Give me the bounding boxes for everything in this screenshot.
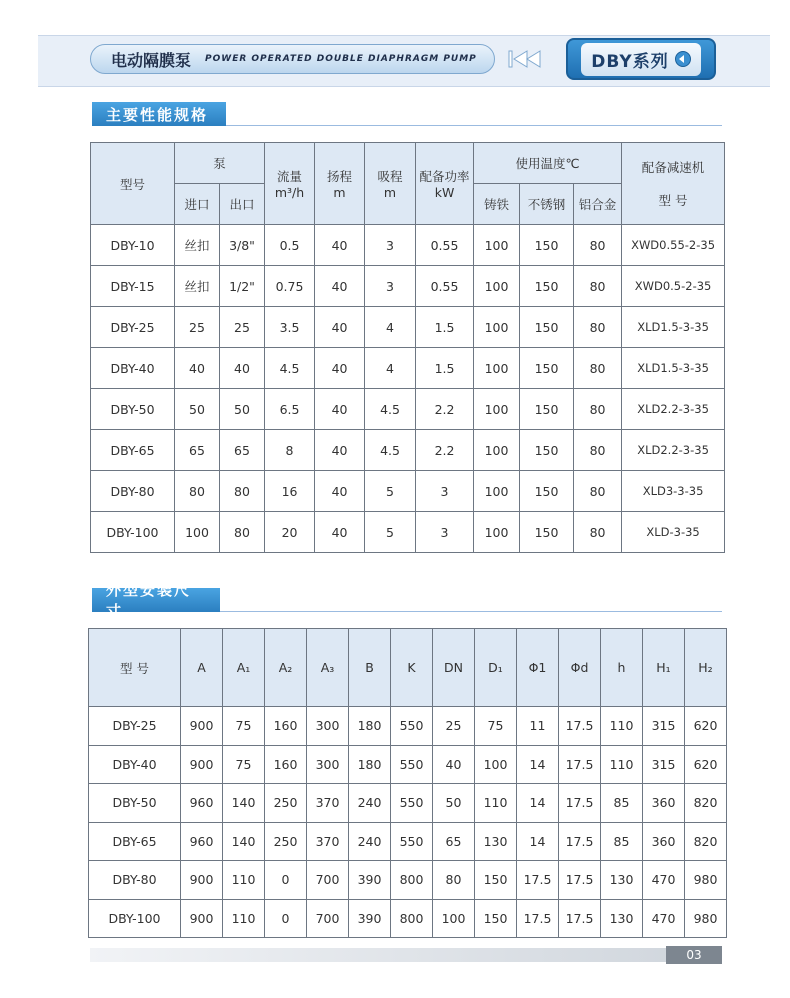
header-dimension: Φ1	[517, 629, 559, 707]
table-cell: 3	[416, 512, 474, 553]
header-dimension: Φd	[559, 629, 601, 707]
specs-table	[90, 142, 725, 553]
table-cell: 470	[643, 899, 685, 938]
table-cell: 40	[315, 307, 365, 348]
table-row	[89, 822, 727, 861]
table-cell: 50	[220, 389, 265, 430]
table-cell: 130	[475, 822, 517, 861]
table-cell: 40	[433, 745, 475, 784]
table-cell: 0.5	[265, 225, 315, 266]
section-divider	[220, 611, 722, 612]
table-cell: 80	[574, 430, 622, 471]
table-cell: 390	[349, 861, 391, 900]
table-cell: 80	[220, 471, 265, 512]
header-power: 配备功率 kW	[416, 143, 474, 225]
title-en: POWER OPERATED DOUBLE DIAPHRAGM PUMP	[205, 54, 477, 64]
table-cell: 17.5	[517, 861, 559, 900]
header-head: 扬程 m	[315, 143, 365, 225]
table-cell: 550	[391, 707, 433, 746]
model-cell: DBY-40	[89, 745, 181, 784]
header-dimension: DN	[433, 629, 475, 707]
table-cell: 315	[643, 707, 685, 746]
model-cell: DBY-40	[91, 348, 175, 389]
table-cell: 100	[474, 307, 520, 348]
table-cell: 100	[475, 745, 517, 784]
table-cell: 1.5	[416, 348, 474, 389]
page-number: 03	[666, 946, 722, 964]
table-cell: 75	[475, 707, 517, 746]
table-row	[91, 266, 725, 307]
header-stainless: 不锈钢	[520, 184, 574, 225]
table-cell: XLD3-3-35	[622, 471, 725, 512]
header-temp: 使用温度℃	[474, 143, 622, 184]
table-cell: 25	[220, 307, 265, 348]
table-cell: 100	[474, 225, 520, 266]
table-cell: 130	[601, 899, 643, 938]
table-cell: 800	[391, 899, 433, 938]
table-cell: 14	[517, 745, 559, 784]
table-cell: 160	[265, 707, 307, 746]
table-cell: XLD2.2-3-35	[622, 389, 725, 430]
table-cell: 150	[520, 266, 574, 307]
header-dimension: A₁	[223, 629, 265, 707]
table-cell: 150	[520, 430, 574, 471]
header-model: 型 号	[89, 629, 181, 707]
table-cell: 110	[223, 899, 265, 938]
table-cell: 150	[520, 348, 574, 389]
table-cell: 4.5	[365, 430, 416, 471]
header-dimension: K	[391, 629, 433, 707]
table-cell: 85	[601, 784, 643, 823]
series-label: DBY系列	[591, 51, 669, 72]
table-cell: 550	[391, 822, 433, 861]
table-cell: 80	[574, 471, 622, 512]
table-cell: 80	[574, 225, 622, 266]
title-cn: 电动隔膜泵	[111, 50, 192, 70]
table-cell: 620	[685, 707, 727, 746]
table-cell: 150	[520, 389, 574, 430]
table-row	[91, 430, 725, 471]
section-title-specs: 主要性能规格	[92, 102, 226, 126]
table-cell: 4	[365, 307, 416, 348]
table-cell: 40	[315, 471, 365, 512]
rewind-icon[interactable]	[505, 44, 545, 74]
table-row	[91, 348, 725, 389]
table-cell: 1/2"	[220, 266, 265, 307]
table-cell: 11	[517, 707, 559, 746]
table-row	[89, 784, 727, 823]
table-cell: 470	[643, 861, 685, 900]
table-cell: 550	[391, 784, 433, 823]
table-cell: 50	[175, 389, 220, 430]
table-cell: 80	[175, 471, 220, 512]
table-cell: XWD0.5-2-35	[622, 266, 725, 307]
table-cell: 4.5	[265, 348, 315, 389]
table-cell: 3	[416, 471, 474, 512]
table-cell: 960	[181, 784, 223, 823]
table-cell: 5	[365, 471, 416, 512]
table-row	[89, 707, 727, 746]
table-cell: XLD2.2-3-35	[622, 430, 725, 471]
table-cell: 900	[181, 861, 223, 900]
model-cell: DBY-65	[91, 430, 175, 471]
header-dimension: A₃	[307, 629, 349, 707]
table-cell: 40	[315, 430, 365, 471]
table-cell: 80	[574, 307, 622, 348]
table-cell: 0.55	[416, 225, 474, 266]
model-cell: DBY-50	[91, 389, 175, 430]
section-title-dimensions: 外型安装尺寸	[92, 588, 220, 612]
table-row	[89, 745, 727, 784]
model-cell: DBY-100	[91, 512, 175, 553]
table-cell: 300	[307, 707, 349, 746]
table-cell: 2.2	[416, 389, 474, 430]
model-cell: DBY-80	[91, 471, 175, 512]
header-inlet: 进口	[175, 184, 220, 225]
table-cell: 110	[601, 745, 643, 784]
table-cell: 75	[223, 745, 265, 784]
table-cell: 240	[349, 784, 391, 823]
header-dimension: H₁	[643, 629, 685, 707]
table-cell: 800	[391, 861, 433, 900]
table-cell: 150	[475, 899, 517, 938]
table-cell: 150	[520, 471, 574, 512]
table-cell: 620	[685, 745, 727, 784]
table-row	[91, 225, 725, 266]
header-dimension: h	[601, 629, 643, 707]
model-cell: DBY-25	[91, 307, 175, 348]
table-cell: 140	[223, 784, 265, 823]
table-cell: 3.5	[265, 307, 315, 348]
table-cell: 140	[223, 822, 265, 861]
table-row	[89, 899, 727, 938]
table-cell: 65	[433, 822, 475, 861]
table-cell: 80	[574, 389, 622, 430]
table-cell: 丝扣	[175, 266, 220, 307]
header-suction: 吸程 m	[365, 143, 416, 225]
footer-band	[90, 948, 722, 962]
model-cell: DBY-65	[89, 822, 181, 861]
model-cell: DBY-80	[89, 861, 181, 900]
table-cell: 180	[349, 745, 391, 784]
model-cell: DBY-10	[91, 225, 175, 266]
header-outlet: 出口	[220, 184, 265, 225]
table-cell: 0.75	[265, 266, 315, 307]
table-cell: 20	[265, 512, 315, 553]
table-cell: 160	[265, 745, 307, 784]
table-cell: 250	[265, 822, 307, 861]
table-cell: 130	[601, 861, 643, 900]
table-row	[91, 471, 725, 512]
header-dimension: A	[181, 629, 223, 707]
table-cell: 0	[265, 899, 307, 938]
table-cell: 0.55	[416, 266, 474, 307]
table-cell: 16	[265, 471, 315, 512]
table-cell: 65	[175, 430, 220, 471]
table-cell: 960	[181, 822, 223, 861]
table-cell: 360	[643, 784, 685, 823]
table-cell: 700	[307, 861, 349, 900]
table-cell: 80	[220, 512, 265, 553]
table-cell: 17.5	[559, 707, 601, 746]
table-cell: 0	[265, 861, 307, 900]
header-aluminum: 铝合金	[574, 184, 622, 225]
model-cell: DBY-50	[89, 784, 181, 823]
table-cell: 980	[685, 899, 727, 938]
table-cell: 900	[181, 707, 223, 746]
table-cell: 80	[574, 348, 622, 389]
table-cell: XWD0.55-2-35	[622, 225, 725, 266]
table-cell: 2.2	[416, 430, 474, 471]
table-row	[91, 512, 725, 553]
table-cell: 550	[391, 745, 433, 784]
table-cell: 17.5	[559, 784, 601, 823]
table-cell: 100	[474, 430, 520, 471]
table-cell: 80	[574, 266, 622, 307]
header-model: 型号	[91, 143, 175, 225]
table-cell: 820	[685, 822, 727, 861]
header-dimension: A₂	[265, 629, 307, 707]
table-cell: XLD1.5-3-35	[622, 348, 725, 389]
table-cell: 6.5	[265, 389, 315, 430]
table-cell: 100	[474, 348, 520, 389]
table-cell: 100	[474, 512, 520, 553]
header-dimension: H₂	[685, 629, 727, 707]
table-cell: 40	[315, 225, 365, 266]
table-cell: XLD-3-35	[622, 512, 725, 553]
series-badge	[566, 38, 716, 80]
table-cell: 25	[433, 707, 475, 746]
table-cell: 40	[175, 348, 220, 389]
table-cell: 17.5	[559, 745, 601, 784]
table-cell: 17.5	[559, 899, 601, 938]
table-cell: 40	[315, 389, 365, 430]
table-cell: 40	[315, 512, 365, 553]
table-cell: 4	[365, 348, 416, 389]
table-cell: 360	[643, 822, 685, 861]
table-cell: 150	[520, 225, 574, 266]
table-cell: 丝扣	[175, 225, 220, 266]
table-cell: 5	[365, 512, 416, 553]
table-cell: 100	[175, 512, 220, 553]
table-cell: 85	[601, 822, 643, 861]
table-cell: 14	[517, 822, 559, 861]
table-cell: 3/8"	[220, 225, 265, 266]
table-cell: 75	[223, 707, 265, 746]
table-row	[89, 861, 727, 900]
table-cell: 80	[433, 861, 475, 900]
table-cell: 900	[181, 899, 223, 938]
header-reducer: 配备减速机 型 号	[622, 143, 725, 225]
header-dimension: D₁	[475, 629, 517, 707]
table-cell: 300	[307, 745, 349, 784]
table-cell: 700	[307, 899, 349, 938]
table-cell: 100	[433, 899, 475, 938]
table-cell: 17.5	[559, 861, 601, 900]
table-cell: 40	[220, 348, 265, 389]
table-cell: 80	[574, 512, 622, 553]
table-row	[91, 307, 725, 348]
dimensions-table	[88, 628, 727, 938]
table-cell: 980	[685, 861, 727, 900]
header-cast-iron: 铸铁	[474, 184, 520, 225]
table-cell: 1.5	[416, 307, 474, 348]
table-cell: 100	[474, 389, 520, 430]
model-cell: DBY-25	[89, 707, 181, 746]
table-cell: 240	[349, 822, 391, 861]
model-cell: DBY-100	[89, 899, 181, 938]
table-cell: 65	[220, 430, 265, 471]
table-row	[91, 389, 725, 430]
table-cell: 150	[520, 307, 574, 348]
table-cell: 390	[349, 899, 391, 938]
table-cell: 17.5	[517, 899, 559, 938]
title-banner	[90, 44, 495, 74]
header-flow: 流量 m³/h	[265, 143, 315, 225]
header-dimension: B	[349, 629, 391, 707]
table-cell: 250	[265, 784, 307, 823]
table-cell: 820	[685, 784, 727, 823]
table-cell: XLD1.5-3-35	[622, 307, 725, 348]
table-cell: 110	[601, 707, 643, 746]
table-cell: 110	[475, 784, 517, 823]
table-cell: 150	[520, 512, 574, 553]
table-cell: 3	[365, 225, 416, 266]
header-pump: 泵	[175, 143, 265, 184]
table-cell: 17.5	[559, 822, 601, 861]
table-cell: 110	[223, 861, 265, 900]
table-cell: 315	[643, 745, 685, 784]
table-cell: 25	[175, 307, 220, 348]
table-cell: 8	[265, 430, 315, 471]
table-cell: 150	[475, 861, 517, 900]
model-cell: DBY-15	[91, 266, 175, 307]
table-cell: 40	[315, 348, 365, 389]
section-divider	[226, 125, 722, 126]
table-cell: 100	[474, 266, 520, 307]
table-cell: 50	[433, 784, 475, 823]
table-cell: 3	[365, 266, 416, 307]
back-arrow-icon	[675, 51, 691, 67]
table-cell: 40	[315, 266, 365, 307]
table-cell: 180	[349, 707, 391, 746]
table-cell: 14	[517, 784, 559, 823]
table-cell: 370	[307, 784, 349, 823]
table-cell: 900	[181, 745, 223, 784]
table-cell: 370	[307, 822, 349, 861]
table-cell: 100	[474, 471, 520, 512]
table-cell: 4.5	[365, 389, 416, 430]
